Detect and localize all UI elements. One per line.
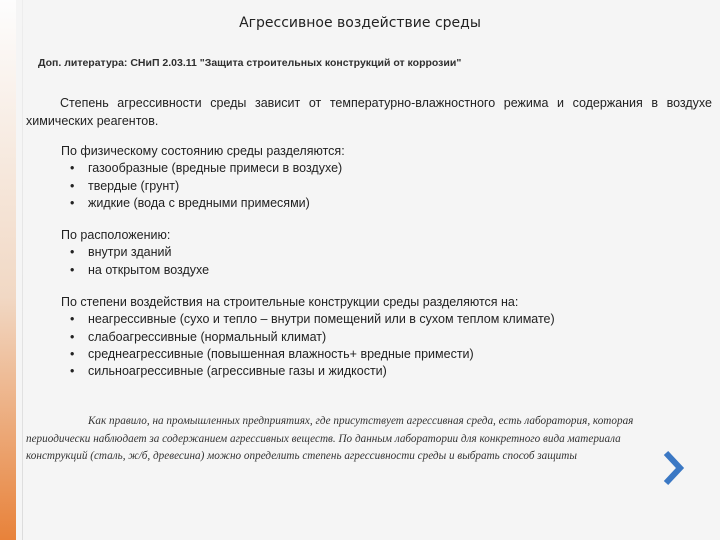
decorative-left-bar <box>0 0 16 540</box>
group-heading: По расположению: <box>61 228 171 242</box>
bullet-icon: • <box>70 245 75 260</box>
bullet-list <box>61 160 345 212</box>
list-item: • слабоагрессивные (нормальный климат) <box>61 329 555 346</box>
physical-state-group <box>61 143 345 212</box>
chevron-right-icon[interactable] <box>660 450 686 486</box>
list-item: • внутри зданий <box>61 244 209 261</box>
list-item: • сильноагрессивные (агрессивные газы и жидкости) <box>61 363 555 380</box>
bullet-icon: • <box>70 364 75 379</box>
list-item: • среднеагрессивные (повышенная влажность+ вредные примести) <box>61 346 555 363</box>
bullet-icon: • <box>70 161 75 176</box>
list-item: • неагрессивные (сухо и тепло – внутри помещений или в сухом теплом климате) <box>61 311 555 328</box>
group-heading: По степени воздействия на строительные конструкции среды разделяются на: <box>61 295 519 309</box>
page-title: Агрессивное воздействие среды <box>239 15 481 31</box>
bullet-list <box>61 244 209 279</box>
bullet-list <box>61 311 555 380</box>
bullet-icon: • <box>70 195 75 210</box>
bullet-icon: • <box>70 312 75 327</box>
list-item: • на открытом воздухе <box>61 262 209 279</box>
bullet-icon: • <box>70 178 75 193</box>
group-heading: По физическому состоянию среды разделяются: <box>61 144 345 158</box>
bullet-icon: • <box>70 346 75 361</box>
list-item: • твердые (грунт) <box>61 178 345 195</box>
impact-degree-group <box>61 294 555 380</box>
bullet-icon: • <box>70 262 75 277</box>
location-group <box>61 227 209 279</box>
bullet-icon: • <box>70 329 75 344</box>
list-item: • жидкие (вода с вредными примесями) <box>61 195 345 212</box>
intro-paragraph: Степень агрессивности среды зависит от температурно-влажностного режима и содержания в воздухе химических реагентов. <box>26 96 712 128</box>
reference-note: Доп. литература: СНиП 2.03.11 "Защита строительных конструкций от коррозии" <box>38 57 462 69</box>
handwritten-note: Как правило, на промышленных предприятиях, где присутствует агрессивная среда, есть лаборатория, которая периодически наблюдает за содержанием агрессивных веществ. По данным лаборатории для конкретного вида материала конструкций (сталь, ж/б, древесина) можно определить степень агрессивности среды и выбрать способ защиты <box>26 415 634 462</box>
chevron-right-icon-shape <box>666 453 680 483</box>
list-item: • газообразные (вредные примеси в воздухе) <box>61 160 345 177</box>
decorative-divider <box>22 0 23 540</box>
